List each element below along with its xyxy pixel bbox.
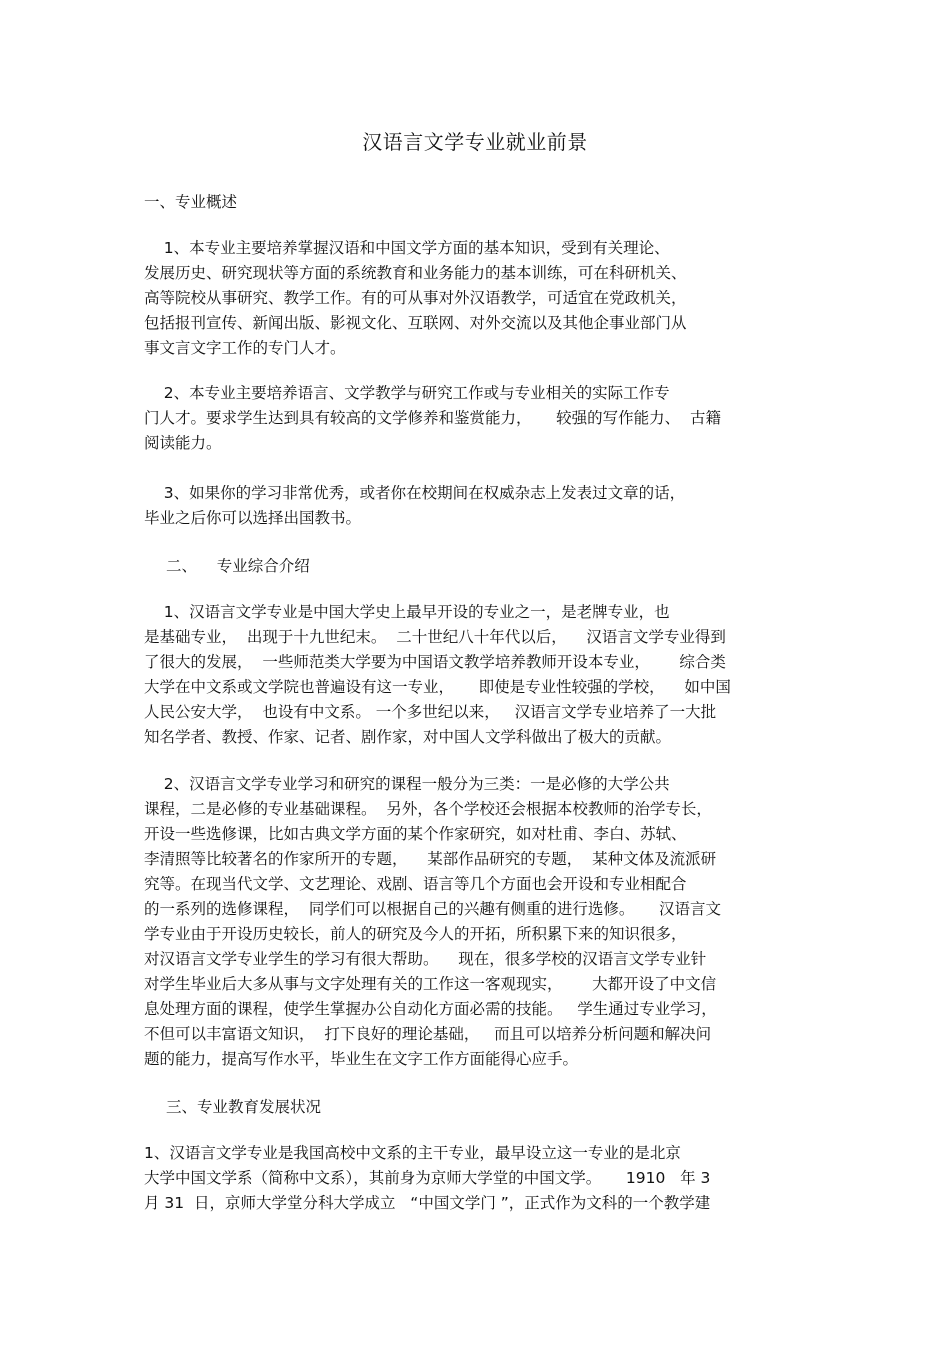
text-line: 2、汉语言文学专业学习和研究的课程一般分为三类：一是必修的大学公共: [144, 775, 670, 793]
paragraph-overview-3: [144, 481, 824, 531]
text-line: 题的能力，提高写作水平，毕业生在文字工作方面能得心应手。: [144, 1050, 579, 1068]
document-title: 汉语言文学专业就业前景: [362, 130, 588, 154]
text-line: 阅读能力。: [144, 434, 222, 452]
text-line: 大学在中文系或文学院也普遍设有这一专业， 即使是专业性较强的学校， 如中国: [144, 678, 731, 696]
paragraph-introduction-1: [144, 600, 824, 750]
text-line: 1、汉语言文学专业是中国大学史上最早开设的专业之一，是老牌专业，也: [144, 603, 670, 621]
paragraph-development-1: [144, 1141, 824, 1216]
text-line: 1、本专业主要培养掌握汉语和中国文学方面的基本知识，受到有关理论、: [144, 239, 670, 257]
text-line: 门人才。要求学生达到具有较高的文学修养和鉴赏能力， 较强的写作能力、 古籍: [144, 409, 721, 427]
text-line: 人民公安大学， 也设有中文系。 一个多世纪以来， 汉语言文学专业培养了一大批: [144, 703, 717, 721]
text-line: 的一系列的选修课程， 同学们可以根据自己的兴趣有侧重的进行选修。 汉语言文: [144, 900, 721, 918]
text-line: 息处理方面的课程，使学生掌握办公自动化方面必需的技能。 学生通过专业学习，: [144, 1000, 717, 1018]
text-line: 学专业由于开设历史较长，前人的研究及今人的开拓，所积累下来的知识很多，: [144, 925, 687, 943]
text-line: 大学中国文学系（简称中文系），其前身为京师大学堂的中国文学。 1910 年 3: [144, 1169, 711, 1187]
section-heading-introduction: 二、 专业综合介绍: [166, 557, 310, 575]
section-heading-overview: 一、专业概述: [144, 193, 238, 211]
text-line: 是基础专业， 出现于十九世纪末。 二十世纪八十年代以后， 汉语言文学专业得到: [144, 628, 726, 646]
text-line: 课程，二是必修的专业基础课程。 另外，各个学校还会根据本校教师的治学专长，: [144, 800, 712, 818]
text-line: 3、如果你的学习非常优秀，或者你在校期间在权威杂志上发表过文章的话，: [144, 484, 686, 502]
text-line: 月 31 日，京师大学堂分科大学成立 “中国文学门 ”，正式作为文科的一个教学建: [144, 1194, 711, 1212]
text-line: 事文言文字工作的专门人才。: [144, 339, 346, 357]
paragraph-overview-1: [144, 236, 824, 361]
paragraph-introduction-2: [144, 772, 824, 1072]
text-line: 1、汉语言文学专业是我国高校中文系的主干专业，最早设立这一专业的是北京: [144, 1144, 681, 1162]
text-line: 高等院校从事研究、教学工作。有的可从事对外汉语教学，可适宜在党政机关，: [144, 289, 687, 307]
text-line: 不但可以丰富语文知识， 打下良好的理论基础， 而且可以培养分析问题和解决问: [144, 1025, 712, 1043]
text-line: 了很大的发展， 一些师范类大学要为中国语文教学培养教师开设本专业， 综合类: [144, 653, 726, 671]
text-line: 对学生毕业后大多从事与文字处理有关的工作这一客观现实， 大都开设了中文信: [144, 975, 717, 993]
text-line: 对汉语言文学专业学生的学习有很大帮助。 现在，很多学校的汉语言文学专业针: [144, 950, 707, 968]
section-heading-development: 三、专业教育发展状况: [166, 1098, 322, 1116]
text-line: 2、本专业主要培养语言、文学教学与研究工作或与专业相关的实际工作专: [144, 384, 670, 402]
text-line: 知名学者、教授、作家、记者、剧作家，对中国人文学科做出了极大的贡献。: [144, 728, 672, 746]
text-line: 包括报刊宣传、新闻出版、影视文化、互联网、对外交流以及其他企事业部门从: [144, 314, 687, 332]
text-line: 毕业之后你可以选择出国教书。: [144, 509, 362, 527]
text-line: 究等。在现当代文学、文艺理论、戏剧、语言等几个方面也会开设和专业相配合: [144, 875, 687, 893]
text-line: 李清照等比较著名的作家所开的专题， 某部作品研究的专题， 某种文体及流派研: [144, 850, 717, 868]
text-line: 开设一些选修课，比如古典文学方面的某个作家研究，如对杜甫、李白、苏轼、: [144, 825, 687, 843]
paragraph-overview-2: [144, 381, 824, 456]
text-line: 发展历史、研究现状等方面的系统教育和业务能力的基本训练，可在科研机关、: [144, 264, 687, 282]
